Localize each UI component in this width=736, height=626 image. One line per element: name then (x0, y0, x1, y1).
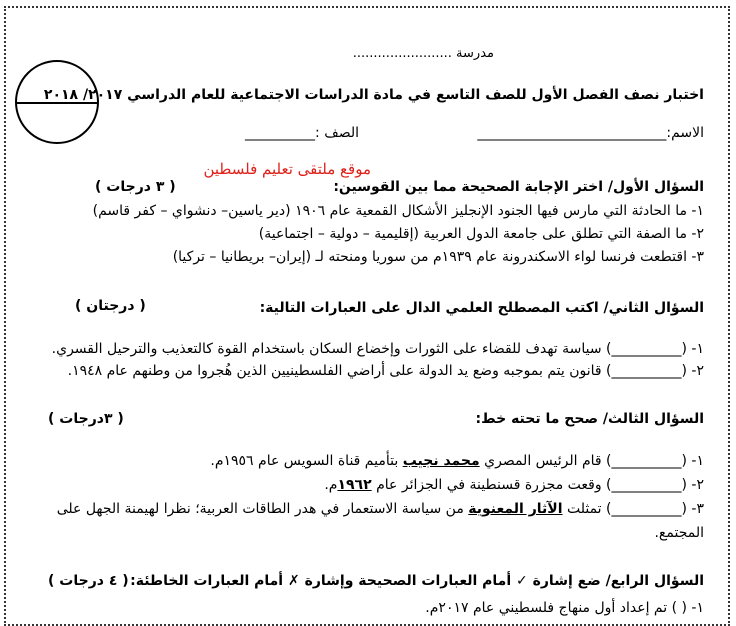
underlined-term-1: محمد نجيب (402, 453, 480, 469)
student-name-field: الاسم:___________________________ (477, 125, 704, 141)
student-class-field: الصف :__________ (245, 125, 359, 141)
q3-item-1: ١- (__________) قام الرئيس المصري محمد نجيب بتأميم قناة السويس عام ١٩٥٦م. (210, 453, 704, 469)
q3-item-3: ٣- (__________) تمثلت الآثار المعنوية من سياسة الاستعمار في هدر الطاقات العربية؛ نظرا لهيمنة الجهل على (56, 501, 704, 517)
q1-item-2: ٢- ما الصفة التي تطلق على جامعة الدول العربية (إقليمية – دولية – اجتماعية) (258, 226, 704, 242)
school-line: مدرسة ........................ (352, 46, 494, 61)
q4-heading: السؤال الرابع/ ضع إشارة ✓ أمام العبارات الصحيحة وإشارة ✗ أمام العبارات الخاطئة: (130, 573, 704, 589)
exam-title: اختبار نصف الفصل الأول للصف التاسع في مادة الدراسات الاجتماعية للعام الدراسي ٢٠١٧/ ٢٠١٨ (43, 87, 704, 103)
q3-heading: السؤال الثالث/ صحح ما تحته خط: (475, 411, 704, 427)
q3-item-3-continuation: المجتمع. (654, 525, 704, 541)
q1-item-3: ٣- اقتطعت فرنسا لواء الاسكندرونة عام ١٩٣٩م من سوريا ومنحته لـ (إيران– بريطانيا – تركيا) (172, 249, 704, 265)
q1-heading: السؤال الأول/ اختر الإجابة الصحيحة مما بين القوسين: (333, 179, 704, 195)
q4-item-1-partial: ١- ( ) تم إعداد أول منهاج فلسطيني عام ٢٠١٧م. (425, 600, 704, 616)
q3-points: ( ٣درجات ) (48, 411, 124, 427)
watermark-text: موقع ملتقى تعليم فلسطين (203, 160, 371, 178)
q2-heading: السؤال الثاني/ اكتب المصطلح العلمي الدال على العبارات التالية: (259, 300, 704, 316)
q1-points: ( ٣ درجات ) (95, 179, 176, 195)
q1-item-1: ١- ما الحادثة التي مارس فيها الجنود الإنجليز الأشكال القمعية عام ١٩٠٦ (دير ياسين– دنشواي – كفر قاسم) (92, 203, 704, 219)
q3-item-2: ٢- (__________) وقعت مجزرة قسنطينة في الجزائر عام ١٩٦٢م. (324, 477, 704, 493)
q2-item-1: ١- (__________) سياسة تهدف للقضاء على الثورات وإخضاع السكان باستخدام القوة كالتعذيب والترحيل القسري. (51, 341, 704, 357)
q4-points: ( ٤ درجات ) (48, 573, 129, 589)
underlined-term-2: ١٩٦٢ (337, 477, 372, 493)
underlined-term-3: الآثار المعنوية (468, 501, 563, 517)
q2-points: ( درجتان ) (75, 298, 146, 314)
q2-item-2: ٢- (__________) قانون يتم بموجبه وضع يد الدولة على أراضي الفلسطينيين الذين هُجروا من وطنهم عام ١٩٤٨. (67, 363, 704, 379)
